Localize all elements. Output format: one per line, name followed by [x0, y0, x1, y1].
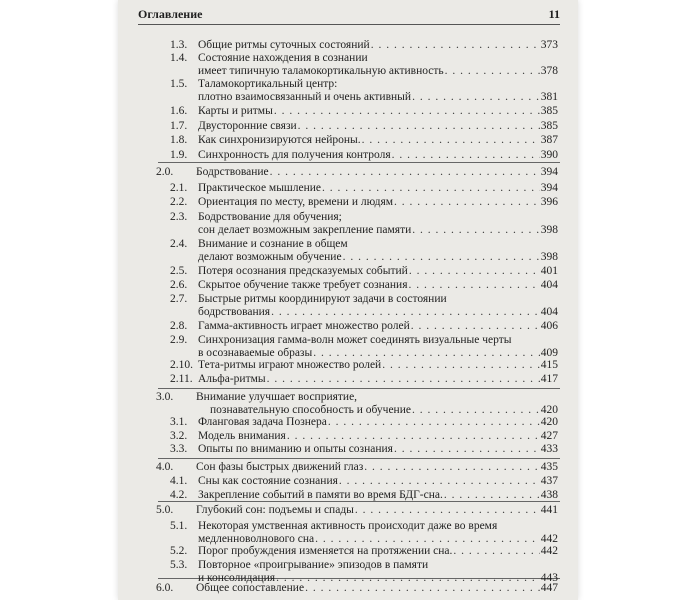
dot-leader: [371, 39, 540, 52]
toc-entry-number: 2.3.: [170, 211, 188, 223]
dot-leader: [298, 120, 540, 133]
toc-section-entry[interactable]: [156, 582, 558, 595]
toc-page-number: 394: [540, 182, 558, 194]
book-page: [118, 0, 578, 600]
toc-page-number: 387: [540, 134, 558, 146]
toc-entry-title: Повторное «проигрывание» эпизодов в памяти: [198, 559, 429, 571]
toc-subsection-entry[interactable]: [170, 196, 558, 209]
toc-subsection-entry[interactable]: [170, 182, 558, 195]
toc-subsection-entry[interactable]: [170, 430, 558, 443]
toc-entry-number: 5.3.: [170, 559, 188, 571]
toc-page-number: 378: [540, 65, 558, 77]
dot-leader: [394, 443, 540, 456]
toc-entry-title: плотно взаимосвязанный и очень активный: [198, 91, 412, 103]
toc-page-number: 433: [540, 443, 558, 455]
toc-entry-number: 4.1.: [170, 475, 188, 487]
toc-page-number: 406: [540, 320, 558, 332]
toc-subsection-entry[interactable]: [170, 105, 558, 118]
toc-entry-title: и консолидация: [198, 572, 276, 584]
toc-entry-number: 1.6.: [170, 105, 188, 117]
header-title: Оглавление: [138, 6, 203, 21]
toc-entry-number: 2.6.: [170, 279, 188, 291]
toc-entry-title: познавательную способность и обучение: [210, 404, 411, 416]
section-divider: [158, 162, 560, 163]
toc-entry-number: 2.0.: [156, 166, 174, 178]
toc-page-number: 438: [540, 489, 558, 501]
dot-leader: [287, 430, 540, 443]
toc-entry-number: 2.7.: [170, 293, 188, 305]
toc-entry-title: Таламокортикальный центр:: [198, 78, 338, 90]
dot-leader: [355, 504, 540, 517]
toc-entry-title: Внимание улучшает восприятие,: [196, 391, 358, 403]
toc-subsection-entry[interactable]: [170, 120, 558, 133]
toc-section-entry[interactable]: [156, 461, 558, 474]
toc-subsection-entry[interactable]: [170, 520, 558, 546]
toc-subsection-entry[interactable]: [170, 545, 558, 558]
toc-entry-title: Модель внимания: [198, 430, 286, 442]
toc-subsection-entry[interactable]: [170, 78, 558, 104]
dot-leader: [322, 182, 540, 195]
toc-entry-number: 3.2.: [170, 430, 188, 442]
dot-leader: [362, 134, 540, 147]
toc-entry-title: Как синхронизируются нейроны.: [198, 134, 361, 146]
header-page-number: 11: [548, 6, 560, 21]
toc-page-number: 437: [540, 475, 558, 487]
toc-subsection-entry[interactable]: [170, 238, 558, 264]
toc-page-number: 398: [540, 224, 558, 236]
toc-entry-title: делают возможным обучение: [198, 251, 342, 263]
dot-leader: [445, 65, 540, 78]
toc-page-number: 409: [540, 347, 558, 359]
toc-subsection-entry[interactable]: [170, 211, 558, 237]
dot-leader: [409, 265, 540, 278]
toc-subsection-entry[interactable]: [170, 416, 558, 429]
toc-entry-title: в осознаваемые образы: [198, 347, 313, 359]
toc-subsection-entry[interactable]: [170, 279, 558, 292]
toc-entry-title: Карты и ритмы: [198, 105, 273, 117]
toc-page-number: 401: [540, 265, 558, 277]
toc-entry-number: 2.9.: [170, 334, 188, 346]
toc-entry-number: 6.0.: [156, 582, 174, 594]
toc-page-number: 435: [540, 461, 558, 473]
toc-page-number: 394: [540, 166, 558, 178]
dot-leader: [382, 359, 540, 372]
dot-leader: [267, 373, 540, 386]
toc-subsection-entry[interactable]: [170, 443, 558, 456]
toc-entry-title: Общее сопоставление: [196, 582, 305, 594]
toc-entry-title: Синхронность для получения контроля: [198, 149, 391, 161]
toc-page-number: 441: [540, 504, 558, 516]
toc-section-entry[interactable]: [156, 504, 558, 517]
toc-entry-title: бодрствования: [198, 306, 271, 318]
toc-entry-title: Опыты по вниманию и опыты сознания: [198, 443, 393, 455]
toc-entry-title: Гамма-активность играет множество ролей: [198, 320, 410, 332]
toc-entry-number: 5.1.: [170, 520, 188, 532]
toc-entry-number: 5.2.: [170, 545, 188, 557]
toc-entry-title: Некоторая умственная активность происходит даже во время: [198, 520, 498, 532]
toc-entry-number: 4.0.: [156, 461, 174, 473]
toc-entry-number: 1.4.: [170, 52, 188, 64]
toc-page-number: 427: [540, 430, 558, 442]
toc-entry-number: 2.10.: [170, 359, 193, 371]
toc-page-number: 420: [540, 416, 558, 428]
toc-subsection-entry[interactable]: [170, 475, 558, 488]
toc-entry-title: Двусторонние связи: [198, 120, 297, 132]
toc-entry-number: 2.8.: [170, 320, 188, 332]
toc-subsection-entry[interactable]: [170, 149, 558, 162]
toc-page-number: 390: [540, 149, 558, 161]
table-of-contents: [118, 0, 578, 600]
toc-page-number: 442: [540, 533, 558, 545]
dot-leader: [412, 224, 539, 237]
toc-entry-title: Потеря осознания предсказуемых событий: [198, 265, 408, 277]
toc-page-number: 381: [540, 91, 558, 103]
toc-page-number: 415: [540, 359, 558, 371]
toc-entry-number: 1.7.: [170, 120, 188, 132]
toc-entry-title: медленноволнового сна: [198, 533, 315, 545]
toc-entry-title: Глубокий сон: подъемы и спады: [196, 504, 354, 516]
toc-subsection-entry[interactable]: [170, 373, 558, 386]
toc-entry-number: 3.0.: [156, 391, 174, 403]
toc-page-number: 404: [540, 306, 558, 318]
toc-subsection-entry[interactable]: [170, 52, 558, 78]
dot-leader: [343, 251, 540, 264]
dot-leader: [412, 91, 540, 104]
toc-subsection-entry[interactable]: [170, 359, 558, 372]
toc-entry-number: 2.1.: [170, 182, 188, 194]
toc-entry-title: Ориентация по месту, времени и людям: [198, 196, 394, 208]
toc-entry-number: 1.5.: [170, 78, 188, 90]
toc-page-number: 385: [540, 105, 558, 117]
toc-entry-number: 5.0.: [156, 504, 174, 516]
toc-entry-number: 2.2.: [170, 196, 188, 208]
toc-entry-title: Тета-ритмы играют множество ролей: [198, 359, 382, 371]
toc-page-number: 420: [540, 404, 558, 416]
toc-entry-number: 1.3.: [170, 39, 188, 51]
toc-entry-number: 1.8.: [170, 134, 188, 146]
toc-entry-title: Фланговая задача Познера: [198, 416, 327, 428]
toc-entry-title: Общие ритмы суточных состояний: [198, 39, 370, 51]
toc-entry-title: Сон фазы быстрых движений глаз: [196, 461, 364, 473]
toc-page-number: 417: [540, 373, 558, 385]
toc-subsection-entry[interactable]: [170, 134, 558, 147]
toc-entry-title: Практическое мышление: [198, 182, 322, 194]
toc-entry-title: Синхронизация гамма-волн может соединять визуальные черты: [198, 334, 512, 346]
dot-leader: [409, 279, 540, 292]
toc-entry-title: сон делает возможным закрепление памяти: [198, 224, 412, 236]
toc-page-number: 373: [540, 39, 558, 51]
toc-page-number: 398: [540, 251, 558, 263]
toc-subsection-entry[interactable]: [170, 320, 558, 333]
dot-leader: [364, 461, 539, 474]
dot-leader: [394, 196, 540, 209]
toc-entry-title: имеет типичную таламокортикальную активность: [198, 65, 444, 77]
dot-leader: [271, 306, 540, 319]
dot-leader: [411, 320, 540, 333]
toc-subsection-entry[interactable]: [170, 39, 558, 52]
toc-entry-number: 4.2.: [170, 489, 188, 501]
dot-leader: [339, 475, 540, 488]
dot-leader: [270, 166, 540, 179]
section-divider: [158, 388, 560, 389]
toc-entry-title: Скрытое обучение также требует сознания: [198, 279, 408, 291]
toc-entry-title: Быстрые ритмы координируют задачи в состоянии: [198, 293, 447, 305]
dot-leader: [444, 489, 540, 502]
toc-entry-number: 2.11.: [170, 373, 193, 385]
toc-entry-number: 2.5.: [170, 265, 188, 277]
toc-entry-number: 1.9.: [170, 149, 188, 161]
dot-leader: [392, 149, 540, 162]
toc-subsection-entry[interactable]: [170, 293, 558, 319]
toc-subsection-entry[interactable]: [170, 334, 558, 360]
toc-entry-number: 2.4.: [170, 238, 188, 250]
toc-section-entry[interactable]: [156, 166, 558, 179]
toc-page-number: 404: [540, 279, 558, 291]
toc-page-number: 443: [540, 572, 558, 584]
dot-leader: [305, 582, 540, 595]
toc-entry-title: Порог пробуждения изменяется на протяжении сна.: [198, 545, 453, 557]
dot-leader: [453, 545, 539, 558]
toc-page-number: 442: [540, 545, 558, 557]
toc-entry-title: Альфа-ритмы: [198, 373, 266, 385]
toc-page-number: 396: [540, 196, 558, 208]
toc-subsection-entry[interactable]: [170, 489, 558, 502]
toc-entry-title: Бодрствование для обучения;: [198, 211, 342, 223]
toc-section-entry[interactable]: [156, 391, 558, 417]
toc-page-number: 447: [540, 582, 558, 594]
toc-subsection-entry[interactable]: [170, 265, 558, 278]
toc-entry-title: Бодрствование: [196, 166, 269, 178]
toc-entry-title: Сны как состояние сознания: [198, 475, 338, 487]
toc-entry-title: Закрепление событий в памяти во время БДГ-сна.: [198, 489, 443, 501]
section-divider: [158, 458, 560, 459]
toc-page-number: 385: [540, 120, 558, 132]
toc-entry-title: Состояние нахождения в сознании: [198, 52, 368, 64]
dot-leader: [274, 105, 540, 118]
toc-entry-number: 3.3.: [170, 443, 188, 455]
dot-leader: [328, 416, 540, 429]
toc-entry-title: Внимание и сознание в общем: [198, 238, 348, 250]
toc-entry-number: 3.1.: [170, 416, 188, 428]
